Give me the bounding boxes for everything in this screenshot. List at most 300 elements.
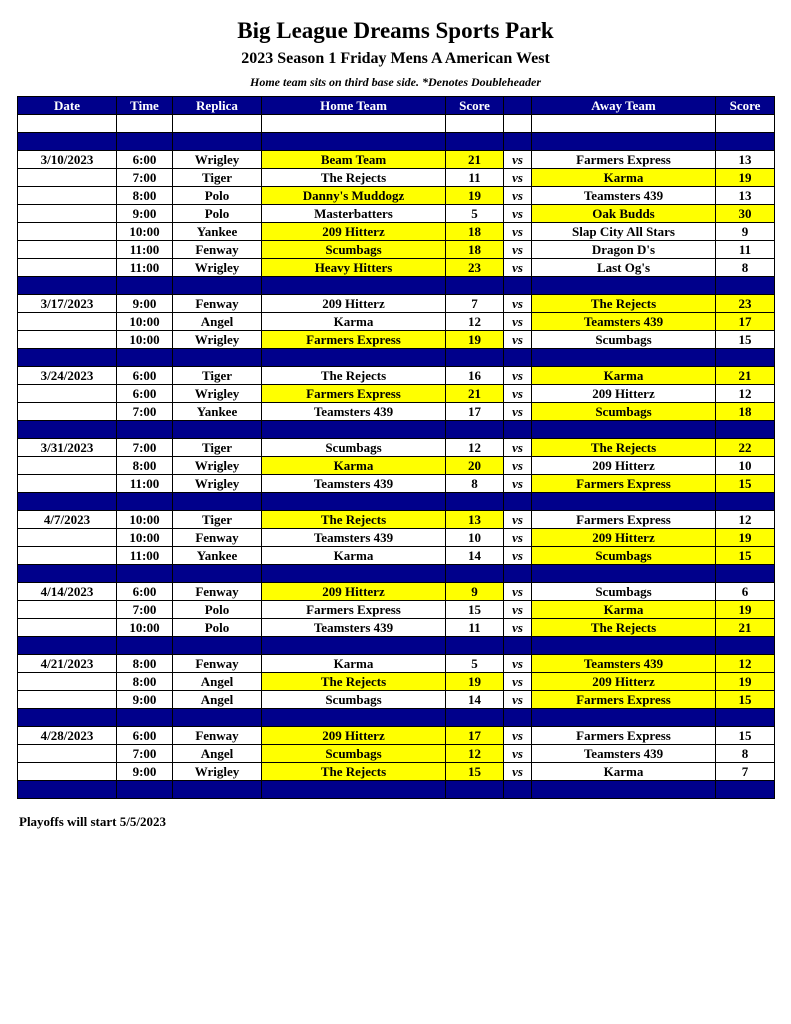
game-time: 8:00 bbox=[117, 673, 173, 691]
game-date bbox=[18, 529, 117, 547]
empty-cell bbox=[532, 133, 716, 151]
home-team: Beam Team bbox=[262, 151, 446, 169]
empty-cell bbox=[504, 637, 532, 655]
game-field: Wrigley bbox=[173, 331, 262, 349]
home-team: Teamsters 439 bbox=[262, 475, 446, 493]
game-date bbox=[18, 223, 117, 241]
empty-cell bbox=[532, 421, 716, 439]
empty-cell bbox=[262, 349, 446, 367]
game-row bbox=[18, 619, 775, 637]
away-score: 23 bbox=[716, 295, 775, 313]
home-team: 209 Hitterz bbox=[262, 583, 446, 601]
home-score: 10 bbox=[446, 529, 504, 547]
game-row bbox=[18, 151, 775, 169]
week-separator-row bbox=[18, 277, 775, 295]
away-score: 19 bbox=[716, 673, 775, 691]
home-score: 20 bbox=[446, 457, 504, 475]
away-score: 13 bbox=[716, 187, 775, 205]
col-home-score: Score bbox=[446, 97, 504, 115]
away-score: 13 bbox=[716, 151, 775, 169]
game-field: Polo bbox=[173, 619, 262, 637]
away-score: 17 bbox=[716, 313, 775, 331]
vs-label: vs bbox=[504, 475, 532, 493]
empty-cell bbox=[532, 493, 716, 511]
vs-label: vs bbox=[504, 745, 532, 763]
home-team: Masterbatters bbox=[262, 205, 446, 223]
empty-cell bbox=[504, 133, 532, 151]
game-date bbox=[18, 691, 117, 709]
game-row bbox=[18, 673, 775, 691]
game-field: Yankee bbox=[173, 547, 262, 565]
game-date: 3/17/2023 bbox=[18, 295, 117, 313]
empty-cell bbox=[262, 565, 446, 583]
game-time: 10:00 bbox=[117, 529, 173, 547]
vs-label: vs bbox=[504, 169, 532, 187]
game-field: Tiger bbox=[173, 439, 262, 457]
game-field: Polo bbox=[173, 187, 262, 205]
home-team: The Rejects bbox=[262, 763, 446, 781]
column-header-row bbox=[18, 97, 775, 115]
game-row bbox=[18, 511, 775, 529]
vs-label: vs bbox=[504, 205, 532, 223]
vs-label: vs bbox=[504, 367, 532, 385]
vs-label: vs bbox=[504, 439, 532, 457]
home-score: 12 bbox=[446, 313, 504, 331]
home-score: 5 bbox=[446, 655, 504, 673]
empty-cell bbox=[173, 133, 262, 151]
away-team: Farmers Express bbox=[532, 511, 716, 529]
game-date bbox=[18, 547, 117, 565]
away-score: 21 bbox=[716, 367, 775, 385]
empty-cell bbox=[117, 277, 173, 295]
home-score: 17 bbox=[446, 727, 504, 745]
home-score: 12 bbox=[446, 439, 504, 457]
away-score: 6 bbox=[716, 583, 775, 601]
empty-cell bbox=[262, 709, 446, 727]
away-team: Teamsters 439 bbox=[532, 313, 716, 331]
game-field: Tiger bbox=[173, 511, 262, 529]
empty-cell bbox=[532, 277, 716, 295]
away-team: Scumbags bbox=[532, 403, 716, 421]
game-row bbox=[18, 583, 775, 601]
away-score: 18 bbox=[716, 403, 775, 421]
vs-label: vs bbox=[504, 331, 532, 349]
home-team: Danny's Muddogz bbox=[262, 187, 446, 205]
game-row bbox=[18, 385, 775, 403]
vs-label: vs bbox=[504, 691, 532, 709]
game-date bbox=[18, 601, 117, 619]
week-separator-row bbox=[18, 565, 775, 583]
home-score: 19 bbox=[446, 673, 504, 691]
home-team: Heavy Hitters bbox=[262, 259, 446, 277]
empty-cell bbox=[18, 115, 117, 133]
game-field: Yankee bbox=[173, 403, 262, 421]
empty-cell bbox=[262, 115, 446, 133]
away-team: 209 Hitterz bbox=[532, 529, 716, 547]
game-date bbox=[18, 763, 117, 781]
game-date bbox=[18, 187, 117, 205]
empty-cell bbox=[716, 637, 775, 655]
away-team: Farmers Express bbox=[532, 691, 716, 709]
game-field: Angel bbox=[173, 313, 262, 331]
home-team: Scumbags bbox=[262, 241, 446, 259]
game-date bbox=[18, 169, 117, 187]
home-score: 15 bbox=[446, 763, 504, 781]
game-time: 6:00 bbox=[117, 583, 173, 601]
home-team: Teamsters 439 bbox=[262, 403, 446, 421]
game-row bbox=[18, 205, 775, 223]
home-score: 15 bbox=[446, 601, 504, 619]
game-row bbox=[18, 457, 775, 475]
empty-cell bbox=[173, 565, 262, 583]
game-time: 6:00 bbox=[117, 367, 173, 385]
week-separator-row bbox=[18, 493, 775, 511]
away-team: Scumbags bbox=[532, 547, 716, 565]
game-time: 7:00 bbox=[117, 601, 173, 619]
home-score: 16 bbox=[446, 367, 504, 385]
home-team: The Rejects bbox=[262, 367, 446, 385]
game-row bbox=[18, 745, 775, 763]
empty-cell bbox=[716, 349, 775, 367]
empty-cell bbox=[117, 115, 173, 133]
game-field: Wrigley bbox=[173, 457, 262, 475]
home-score: 14 bbox=[446, 547, 504, 565]
col-vs bbox=[504, 97, 532, 115]
empty-cell bbox=[446, 277, 504, 295]
vs-label: vs bbox=[504, 547, 532, 565]
game-date bbox=[18, 475, 117, 493]
col-away-score: Score bbox=[716, 97, 775, 115]
empty-cell bbox=[117, 133, 173, 151]
away-score: 21 bbox=[716, 619, 775, 637]
game-date bbox=[18, 259, 117, 277]
empty-cell bbox=[504, 709, 532, 727]
game-field: Fenway bbox=[173, 655, 262, 673]
home-score: 23 bbox=[446, 259, 504, 277]
game-date: 3/10/2023 bbox=[18, 151, 117, 169]
week-separator-row bbox=[18, 421, 775, 439]
game-date bbox=[18, 619, 117, 637]
home-score: 18 bbox=[446, 241, 504, 259]
game-date: 4/7/2023 bbox=[18, 511, 117, 529]
empty-cell bbox=[446, 781, 504, 799]
game-time: 7:00 bbox=[117, 403, 173, 421]
game-date: 4/21/2023 bbox=[18, 655, 117, 673]
home-team: Karma bbox=[262, 547, 446, 565]
game-field: Tiger bbox=[173, 367, 262, 385]
empty-cell bbox=[262, 133, 446, 151]
empty-cell bbox=[716, 115, 775, 133]
week-separator-row bbox=[18, 637, 775, 655]
empty-cell bbox=[716, 493, 775, 511]
home-score: 17 bbox=[446, 403, 504, 421]
game-row bbox=[18, 403, 775, 421]
away-team: Karma bbox=[532, 601, 716, 619]
game-time: 11:00 bbox=[117, 547, 173, 565]
empty-cell bbox=[716, 781, 775, 799]
home-score: 19 bbox=[446, 331, 504, 349]
empty-cell bbox=[173, 493, 262, 511]
home-team: Scumbags bbox=[262, 691, 446, 709]
game-field: Wrigley bbox=[173, 763, 262, 781]
game-field: Angel bbox=[173, 691, 262, 709]
empty-cell bbox=[504, 421, 532, 439]
game-time: 6:00 bbox=[117, 385, 173, 403]
schedule-body bbox=[18, 115, 775, 799]
week-separator-row bbox=[18, 349, 775, 367]
home-score: 21 bbox=[446, 385, 504, 403]
game-time: 6:00 bbox=[117, 151, 173, 169]
game-time: 11:00 bbox=[117, 241, 173, 259]
home-team: Farmers Express bbox=[262, 385, 446, 403]
game-row bbox=[18, 169, 775, 187]
empty-cell bbox=[117, 637, 173, 655]
away-team: The Rejects bbox=[532, 619, 716, 637]
empty-cell bbox=[173, 637, 262, 655]
col-replica: Replica bbox=[173, 97, 262, 115]
empty-cell bbox=[446, 493, 504, 511]
away-score: 15 bbox=[716, 691, 775, 709]
away-score: 19 bbox=[716, 601, 775, 619]
game-row bbox=[18, 259, 775, 277]
game-row bbox=[18, 241, 775, 259]
away-team: Farmers Express bbox=[532, 475, 716, 493]
empty-cell bbox=[18, 421, 117, 439]
game-date bbox=[18, 745, 117, 763]
vs-label: vs bbox=[504, 385, 532, 403]
away-team: Karma bbox=[532, 763, 716, 781]
home-score: 12 bbox=[446, 745, 504, 763]
vs-label: vs bbox=[504, 619, 532, 637]
game-time: 8:00 bbox=[117, 655, 173, 673]
game-field: Angel bbox=[173, 745, 262, 763]
away-score: 8 bbox=[716, 745, 775, 763]
vs-label: vs bbox=[504, 313, 532, 331]
home-team: 209 Hitterz bbox=[262, 295, 446, 313]
vs-label: vs bbox=[504, 583, 532, 601]
vs-label: vs bbox=[504, 763, 532, 781]
game-row bbox=[18, 439, 775, 457]
away-score: 19 bbox=[716, 169, 775, 187]
empty-cell bbox=[532, 349, 716, 367]
empty-cell bbox=[173, 709, 262, 727]
empty-cell bbox=[716, 133, 775, 151]
game-row bbox=[18, 187, 775, 205]
empty-cell bbox=[532, 115, 716, 133]
page-subtitle: 2023 Season 1 Friday Mens A American West bbox=[241, 50, 550, 67]
vs-label: vs bbox=[504, 259, 532, 277]
empty-cell bbox=[18, 277, 117, 295]
away-score: 8 bbox=[716, 259, 775, 277]
home-team: The Rejects bbox=[262, 511, 446, 529]
home-team: Karma bbox=[262, 457, 446, 475]
away-score: 15 bbox=[716, 331, 775, 349]
empty-cell bbox=[18, 349, 117, 367]
empty-cell bbox=[532, 637, 716, 655]
vs-label: vs bbox=[504, 601, 532, 619]
game-field: Wrigley bbox=[173, 259, 262, 277]
away-score: 7 bbox=[716, 763, 775, 781]
empty-cell bbox=[504, 115, 532, 133]
game-field: Fenway bbox=[173, 241, 262, 259]
empty-cell bbox=[446, 709, 504, 727]
away-team: Slap City All Stars bbox=[532, 223, 716, 241]
empty-cell bbox=[262, 493, 446, 511]
vs-label: vs bbox=[504, 187, 532, 205]
empty-cell bbox=[262, 277, 446, 295]
home-team: Farmers Express bbox=[262, 331, 446, 349]
game-field: Tiger bbox=[173, 169, 262, 187]
empty-cell bbox=[173, 421, 262, 439]
empty-cell bbox=[117, 781, 173, 799]
playoffs-note: Playoffs will start 5/5/2023 bbox=[19, 814, 166, 829]
empty-cell bbox=[18, 781, 117, 799]
away-team: Oak Budds bbox=[532, 205, 716, 223]
away-score: 19 bbox=[716, 529, 775, 547]
home-team: 209 Hitterz bbox=[262, 727, 446, 745]
game-field: Polo bbox=[173, 601, 262, 619]
week-separator-row bbox=[18, 709, 775, 727]
game-field: Wrigley bbox=[173, 385, 262, 403]
away-team: Teamsters 439 bbox=[532, 655, 716, 673]
home-team: The Rejects bbox=[262, 673, 446, 691]
game-time: 11:00 bbox=[117, 475, 173, 493]
away-team: Dragon D's bbox=[532, 241, 716, 259]
game-time: 9:00 bbox=[117, 691, 173, 709]
home-score: 7 bbox=[446, 295, 504, 313]
game-time: 8:00 bbox=[117, 457, 173, 475]
game-field: Yankee bbox=[173, 223, 262, 241]
game-time: 10:00 bbox=[117, 331, 173, 349]
empty-cell bbox=[716, 421, 775, 439]
empty-cell bbox=[173, 349, 262, 367]
home-team: Teamsters 439 bbox=[262, 529, 446, 547]
game-time: 11:00 bbox=[117, 259, 173, 277]
empty-cell bbox=[18, 493, 117, 511]
away-team: Scumbags bbox=[532, 331, 716, 349]
empty-cell bbox=[532, 781, 716, 799]
col-date: Date bbox=[18, 97, 117, 115]
empty-cell bbox=[18, 565, 117, 583]
away-team: Karma bbox=[532, 169, 716, 187]
game-date bbox=[18, 457, 117, 475]
game-time: 9:00 bbox=[117, 295, 173, 313]
game-time: 10:00 bbox=[117, 223, 173, 241]
col-home-team: Home Team bbox=[262, 97, 446, 115]
game-date: 3/31/2023 bbox=[18, 439, 117, 457]
home-team: Teamsters 439 bbox=[262, 619, 446, 637]
empty-cell bbox=[532, 565, 716, 583]
game-row bbox=[18, 529, 775, 547]
game-field: Angel bbox=[173, 673, 262, 691]
empty-cell bbox=[504, 493, 532, 511]
home-team: The Rejects bbox=[262, 169, 446, 187]
game-date bbox=[18, 403, 117, 421]
away-score: 30 bbox=[716, 205, 775, 223]
away-team: Farmers Express bbox=[532, 151, 716, 169]
game-time: 7:00 bbox=[117, 169, 173, 187]
away-score: 12 bbox=[716, 385, 775, 403]
game-time: 10:00 bbox=[117, 313, 173, 331]
empty-cell bbox=[446, 349, 504, 367]
empty-cell bbox=[504, 565, 532, 583]
home-team: 209 Hitterz bbox=[262, 223, 446, 241]
empty-cell bbox=[18, 637, 117, 655]
empty-cell bbox=[262, 781, 446, 799]
game-date: 4/14/2023 bbox=[18, 583, 117, 601]
schedule-table bbox=[17, 96, 775, 799]
away-score: 22 bbox=[716, 439, 775, 457]
home-team: Scumbags bbox=[262, 439, 446, 457]
away-score: 15 bbox=[716, 547, 775, 565]
game-time: 9:00 bbox=[117, 763, 173, 781]
home-score: 21 bbox=[446, 151, 504, 169]
game-field: Fenway bbox=[173, 529, 262, 547]
away-score: 10 bbox=[716, 457, 775, 475]
vs-label: vs bbox=[504, 673, 532, 691]
home-team: Farmers Express bbox=[262, 601, 446, 619]
game-date bbox=[18, 205, 117, 223]
away-team: The Rejects bbox=[532, 439, 716, 457]
game-date bbox=[18, 313, 117, 331]
empty-cell bbox=[117, 421, 173, 439]
vs-label: vs bbox=[504, 241, 532, 259]
game-field: Fenway bbox=[173, 727, 262, 745]
empty-cell bbox=[173, 115, 262, 133]
empty-cell bbox=[504, 781, 532, 799]
away-score: 15 bbox=[716, 475, 775, 493]
empty-cell bbox=[504, 277, 532, 295]
game-row bbox=[18, 367, 775, 385]
home-score: 13 bbox=[446, 511, 504, 529]
away-score: 9 bbox=[716, 223, 775, 241]
empty-cell bbox=[446, 115, 504, 133]
vs-label: vs bbox=[504, 457, 532, 475]
away-team: Scumbags bbox=[532, 583, 716, 601]
away-score: 15 bbox=[716, 727, 775, 745]
empty-cell bbox=[446, 133, 504, 151]
home-score: 5 bbox=[446, 205, 504, 223]
empty-cell bbox=[117, 493, 173, 511]
empty-cell bbox=[716, 277, 775, 295]
game-row bbox=[18, 655, 775, 673]
game-field: Fenway bbox=[173, 295, 262, 313]
empty-cell bbox=[117, 565, 173, 583]
away-team: 209 Hitterz bbox=[532, 457, 716, 475]
game-date bbox=[18, 673, 117, 691]
empty-cell bbox=[504, 349, 532, 367]
away-team: Karma bbox=[532, 367, 716, 385]
home-team-note: Home team sits on third base side. *Denotes Doubleheader bbox=[250, 75, 541, 89]
empty-cell bbox=[446, 565, 504, 583]
game-date: 3/24/2023 bbox=[18, 367, 117, 385]
home-team: Scumbags bbox=[262, 745, 446, 763]
game-time: 7:00 bbox=[117, 745, 173, 763]
game-row bbox=[18, 313, 775, 331]
game-date bbox=[18, 241, 117, 259]
week-separator-row bbox=[18, 133, 775, 151]
game-row bbox=[18, 223, 775, 241]
game-date bbox=[18, 331, 117, 349]
game-row bbox=[18, 601, 775, 619]
game-field: Wrigley bbox=[173, 151, 262, 169]
home-score: 19 bbox=[446, 187, 504, 205]
away-score: 11 bbox=[716, 241, 775, 259]
col-time: Time bbox=[117, 97, 173, 115]
home-score: 11 bbox=[446, 169, 504, 187]
home-team: Karma bbox=[262, 655, 446, 673]
empty-cell bbox=[446, 421, 504, 439]
